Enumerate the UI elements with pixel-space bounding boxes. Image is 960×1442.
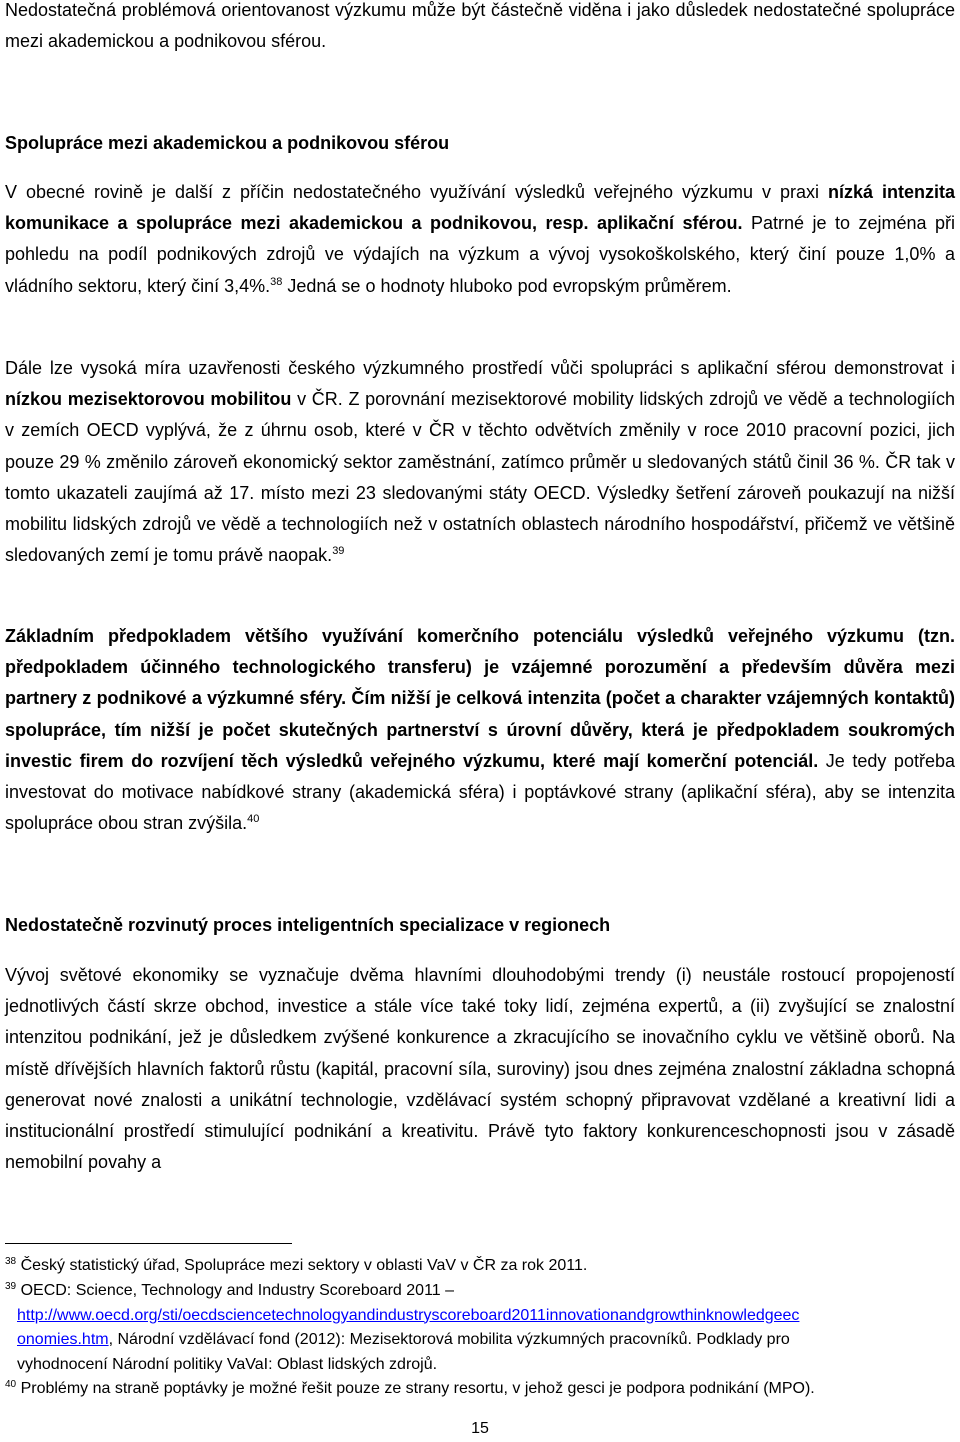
footnote-text: Český statistický úřad, Spolupráce mezi sektory v oblasti VaV v ČR za rok 2011. (20, 1257, 588, 1274)
section-heading-specialization: Nedostatečně rozvinutý proces inteligentních specializace v regionech (5, 915, 611, 935)
bold-text-run: Základním předpokladem většího využívání komerčního potenciálu výsledků veřejného výzkumu (tzn. předpokladem účinného technologického transferu) je vzájemné porozumění a především důvěra mezi partnery z podnikové a výzkumné sféry. Čím nižší je celková intenzita (počet a charakter vzájemných kontaktů) spolupráce, tím nižší je počet skutečných partnerství s úrovní důvěry, která je předpokladem soukromých investic firem do rozvíjení těch výsledků veřejného výzkumu, které mají komerční potenciál. (5, 626, 955, 771)
footnote-text: vyhodnocení Národní politiky VaVaI: Oblast lidských zdrojů. (17, 1355, 438, 1373)
paragraph-trust (5, 621, 955, 839)
paragraph-text: Nedostatečná problémová orientovanost výzkumu může být částečně viděna i jako důsledek nedostatečné spolupráce mezi akademickou a podnikovou sférou. (5, 0, 955, 52)
footnote-text: Problémy na straně poptávky je možné řešit pouze ze strany resortu, v jehož gesci je podpora podnikání (MPO). (20, 1380, 815, 1397)
footnote-number: 40 (5, 1379, 17, 1390)
text-run: v ČR. Z porovnání mezisektorové mobility lidských zdrojů ve vědě a technologiích v zemích OECD vyplývá, že z úhrnu osob, které v ČR v těchto odvětvích změnily v roce 2010 pracovní pozici, jich pouze 29 % změnilo zároveň ekonomický sektor zaměstnání, zatímco průměr u sledovaných států činil 36 %. ČR tak v tomto ukazateli zaujímá až 17. místo mezi 23 sledovanými státy OECD. Výsledky šetření zároveň poukazují na nižší mobilitu lidských zdrojů ve vědě a technologiích než v ostatních oblastech národního hospodářství, přičemž ve většině sledovaných zemí je tomu právě naopak. (5, 389, 955, 566)
footnote-39 (5, 1279, 950, 1377)
footnote-text: , Národní vzdělávací fond (2012): Mezisektorová mobilita výzkumných pracovníků. Podklady pro (108, 1331, 790, 1348)
paragraph-communication (5, 177, 955, 302)
text-run: Dále lze vysoká míra uzavřenosti českého výzkumného prostředí vůči spolupráci s aplikační sférou demonstrovat i (5, 358, 955, 378)
text-run: Jedná se o hodnoty hluboko pod evropským průměrem. (282, 275, 732, 296)
text-run: Vývoj světové ekonomiky se vyznačuje dvěma hlavními dlouhodobými trendy (i) neustále rostoucí propojeností jednotlivých částí skrze obchod, investice a stále více také toky lidí, zejména expertů, a (ii) zvyšující se znalostní intenzitou podnikání, jež je důsledkem zvýšené konkurence a zkracujícího se inovačního cyklu ve většině oborů. Na místě dřívějších hlavních faktorů růstu (kapitál, pracovní síla, suroviny) jsou dnes zejména znalostní základna schopná generovat nové znalosti a unikátní technologie, vzdělávací systém schopný připravovat vzdělané a kreativní lidi a institucionální prostředí stimulující podnikání a kreativitu. Právě tyto faktory konkurenceschopnosti jsou v zásadě nemobilní povahy a (5, 965, 955, 1173)
footnote-ref-39[interactable]: 39 (332, 545, 345, 558)
footnote-40 (5, 1377, 950, 1402)
footnote-number: 38 (5, 1256, 17, 1267)
footnote-38 (5, 1254, 950, 1279)
footnote-separator (5, 1243, 292, 1244)
oecd-scoreboard-link[interactable]: http://www.oecd.org/sti/oecdsciencetechnologyandindustryscoreboard2011innovationandgrowthinknowledgeec (17, 1306, 800, 1324)
page-number: 15 (471, 1420, 489, 1437)
text-run: V obecné rovině je další z příčin nedostatečného využívání výsledků veřejného výzkumu v praxi (5, 182, 828, 202)
footnote-number: 39 (5, 1281, 17, 1292)
paragraph-mobility (5, 353, 955, 571)
section-heading-cooperation: Spolupráce mezi akademickou a podnikovou sférou (5, 133, 450, 153)
bold-text-run: nízká intenzita komunikace a spolupráce mezi akademickou a podnikovou, resp. aplikační sférou. (5, 182, 955, 234)
footnote-ref-38[interactable]: 38 (270, 275, 283, 288)
bold-text-run: nízkou mezisektorovou mobilitou (5, 389, 292, 410)
text-run: Je tedy potřeba investovat do motivace nabídkové strany (akademická sféra) i poptávkové strany (aplikační sféra), aby se intenzita spolupráce obou stran zvýšila. (5, 750, 955, 834)
oecd-scoreboard-link-continued[interactable]: onomies.htm (17, 1331, 109, 1348)
intro-paragraph (5, 0, 955, 57)
footnote-ref-40[interactable]: 40 (247, 813, 260, 826)
text-run: Patrné je to zejména při pohledu na podíl podnikových zdrojů ve výdajích na výzkum a vývoj vysokoškolského, který činí pouze 1,0% a vládního sektoru, který činí 3,4%. (5, 213, 955, 296)
footnote-text: OECD: Science, Technology and Industry Scoreboard 2011 – (20, 1282, 455, 1299)
paragraph-economy-trends (5, 960, 955, 1178)
